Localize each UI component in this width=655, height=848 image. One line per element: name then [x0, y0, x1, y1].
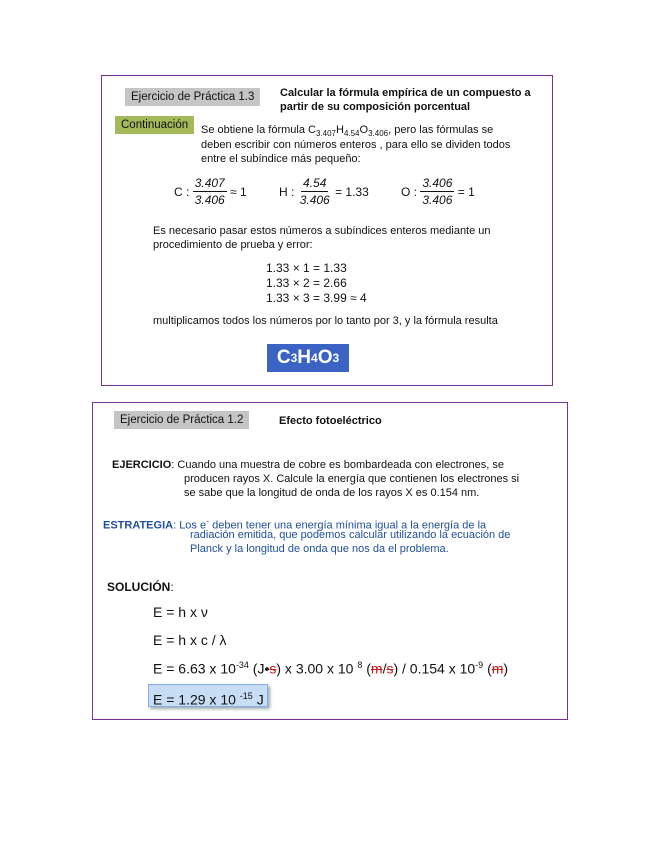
- strategy-line2: radiación emitida, que podemos calcular utilizando la ecuación de: [190, 529, 511, 541]
- equation-2: E = h x c / λ: [153, 632, 227, 648]
- result-box: E = 1.29 x 10 $^{-15}$ J: [148, 684, 268, 707]
- step-line2: procedimiento de prueba y error:: [153, 239, 313, 251]
- slide-empirical-formula: [101, 75, 553, 386]
- strategy-line1: ESTRATEGIA: Los e- deben tener una energía mínima igual a la energía de la: [103, 516, 487, 532]
- trial-2: 1.33 × 2 = 2.66: [266, 276, 347, 290]
- empirical-formula-box: C 3 H 4 O 3: [267, 344, 349, 372]
- step-line1: Es necesario pasar estos números a subíndices enteros mediante un: [153, 225, 491, 237]
- conclusion-text: multiplicamos todos los números por lo tanto por 3, y la fórmula resulta: [153, 315, 498, 327]
- slide-title-line2: partir de su composición porcentual: [280, 101, 471, 113]
- ratio-o: O : $\frac{3.406}{3.406}$ = 1: [401, 176, 475, 207]
- exercise-tag: Ejercicio de Práctica 1.3: [125, 88, 260, 106]
- solution-label: SOLUCIÓN:: [107, 580, 174, 594]
- intro-line3: entre el subíndice más pequeño:: [201, 153, 361, 165]
- trial-3: 1.33 × 3 = 3.99 ≈ 4: [266, 291, 367, 305]
- exercise-line2: producen rayos X. Calcule la energía que contienen los electrones si: [184, 473, 520, 485]
- ratio-h: H : $\frac{4.54}{3.406}$ = 1.33: [279, 176, 369, 207]
- equation-1: E = h x ν: [153, 604, 208, 620]
- intro-line1: Se obtiene la fórmula $C_{3.407}H_{4.54}O_{3.406}$, pero las fórmulas se: [201, 124, 494, 139]
- slide-title: Efecto fotoeléctrico: [279, 415, 382, 427]
- strategy-line3: Planck y la longitud de onda que nos da el problema.: [190, 543, 449, 555]
- continuation-tag: Continuación: [115, 116, 194, 134]
- exercise-line1: EJERCICIO: Cuando una muestra de cobre es bombardeada con electrones, se: [112, 459, 504, 471]
- exercise-tag: Ejercicio de Práctica 1.2: [114, 411, 249, 429]
- slide-title-line1: Calcular la fórmula empírica de un compuesto a: [280, 87, 531, 99]
- trial-1: 1.33 × 1 = 1.33: [266, 261, 347, 275]
- equation-3: E = 6.63 x $10^{-34}$ (J•s) x 3.00 x 10 $^8$ (m/s) / 0.154 x $10^{-9}$ (m): [153, 660, 509, 677]
- intro-line2: deben escribir con números enteros , para ello se dividen todos: [201, 139, 511, 151]
- ratio-c: C : $\frac{3.407}{3.406}$ ≈ 1: [174, 176, 247, 207]
- exercise-line3: se sabe que la longitud de onda de los rayos X es 0.154 nm.: [184, 487, 480, 499]
- slide-photoelectric-effect: [92, 402, 568, 720]
